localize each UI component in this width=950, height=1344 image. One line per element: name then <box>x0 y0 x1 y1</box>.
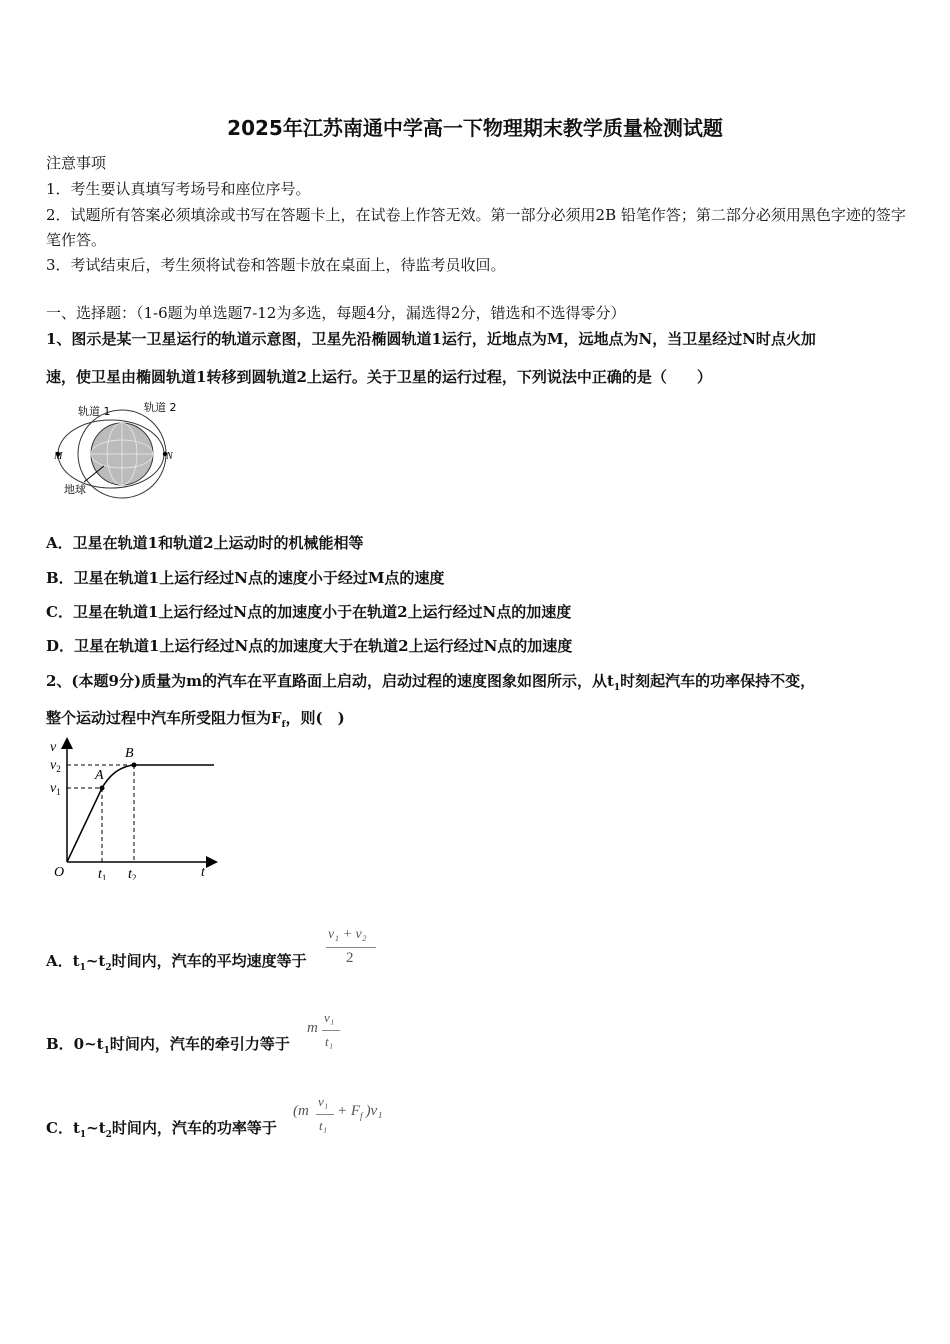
earth-label: 地球 <box>64 483 86 496</box>
q2-b-m: m <box>307 1020 318 1036</box>
label-t1: $t_1$ <box>98 867 107 880</box>
orbit-1-label: 轨道 1 <box>78 405 111 418</box>
curve-segment <box>102 765 214 788</box>
q2-a-numerator: v₁ + v₂ <box>328 927 367 942</box>
q2-c-open: (m <box>293 1103 309 1119</box>
q1-line-1: 1、图示是某一卫星运行的轨道示意图，卫星先沿椭圆轨道1运行，近地点为M，远地点为N，当卫星经过N时点火加 <box>46 330 816 348</box>
q2-b-fraction-bar <box>322 1030 340 1031</box>
q2-option-a: A．$t_1\sim t_2$时间内，汽车的平均速度等于 <box>46 952 307 973</box>
q2-b-denominator: t₁ <box>325 1034 334 1049</box>
orbit-2-label: 轨道 2 <box>144 401 177 414</box>
label-t: t <box>201 865 205 880</box>
notice-item-3: 3．考试结束后，考生须将试卷和答题卡放在桌面上，待监考员收回。 <box>46 256 506 274</box>
q2-b-numerator: v₁ <box>324 1010 335 1025</box>
q2-option-c: C．$t_1\sim t_2$时间内，汽车的功率等于 <box>46 1119 277 1140</box>
q1-option-b: B．卫星在轨道1上运行经过N点的速度小于经过M点的速度 <box>46 569 445 587</box>
label-a: A <box>95 768 104 783</box>
point-a <box>100 786 105 791</box>
q1-option-d: D．卫星在轨道1上运行经过N点的加速度大于在轨道2上运行经过N点的加速度 <box>46 637 573 655</box>
q2-c-rest: + $F_f$ )v₁ <box>337 1103 383 1121</box>
page-title: 2025年江苏南通中学高一下物理期末教学质量检测试题 <box>227 116 723 140</box>
q2-c-fraction-bar <box>316 1114 334 1115</box>
notice-heading: 注意事项 <box>46 154 107 172</box>
q2-option-b: B．$0\sim t_1$时间内，汽车的牵引力等于 <box>46 1035 290 1056</box>
label-b: B <box>125 746 134 761</box>
orbit-figure <box>44 396 189 504</box>
q2-c-numerator: v₁ <box>318 1094 329 1109</box>
label-t2: $t_2$ <box>128 867 137 880</box>
label-v2: $v_2$ <box>50 758 61 774</box>
label-n: N <box>166 451 173 462</box>
linear-segment <box>67 788 102 862</box>
q2-c-denominator: t₁ <box>319 1118 328 1133</box>
q1-option-c: C．卫星在轨道1上运行经过N点的加速度小于在轨道2上运行经过N点的加速度 <box>46 603 572 621</box>
q2-line-2: 整个运动过程中汽车所受阻力恒为$F_f$，则( ) <box>46 709 345 730</box>
section-heading: 一、选择题：（1-6题为单选题7-12为多选，每题4分，漏选得2分，错选和不选得零分） <box>46 304 626 322</box>
label-v: v <box>50 740 57 755</box>
q2-a-denominator: 2 <box>346 950 354 966</box>
q1-line-2: 速，使卫星由椭圆轨道1转移到圆轨道2上运行。关于卫星的运行过程，下列说法中正确的是（ ） <box>46 368 712 386</box>
label-v1: $v_1$ <box>50 781 61 797</box>
label-o: O <box>54 865 65 880</box>
q1-option-a: A．卫星在轨道1和轨道2上运动时的机械能相等 <box>46 534 364 552</box>
label-m: M <box>54 451 63 462</box>
notice-item-2: 2．试题所有答案必须填涂或书写在答题卡上，在试卷上作答无效。第一部分必须用2B 铅笔作答；第二部分必须用黑色字迹的签字笔作答。 <box>46 206 906 249</box>
point-b <box>132 763 137 768</box>
q2-a-fraction-bar <box>326 947 376 948</box>
notice-item-1: 1．考生要认真填写考场号和座位序号。 <box>46 180 311 198</box>
q2-line-1: 2、(本题9分)质量为m的汽车在平直路面上启动，启动过程的速度图象如图所示，从$t_1$时刻起汽车的功率保持不变， <box>46 672 816 693</box>
vt-graph <box>44 735 219 880</box>
